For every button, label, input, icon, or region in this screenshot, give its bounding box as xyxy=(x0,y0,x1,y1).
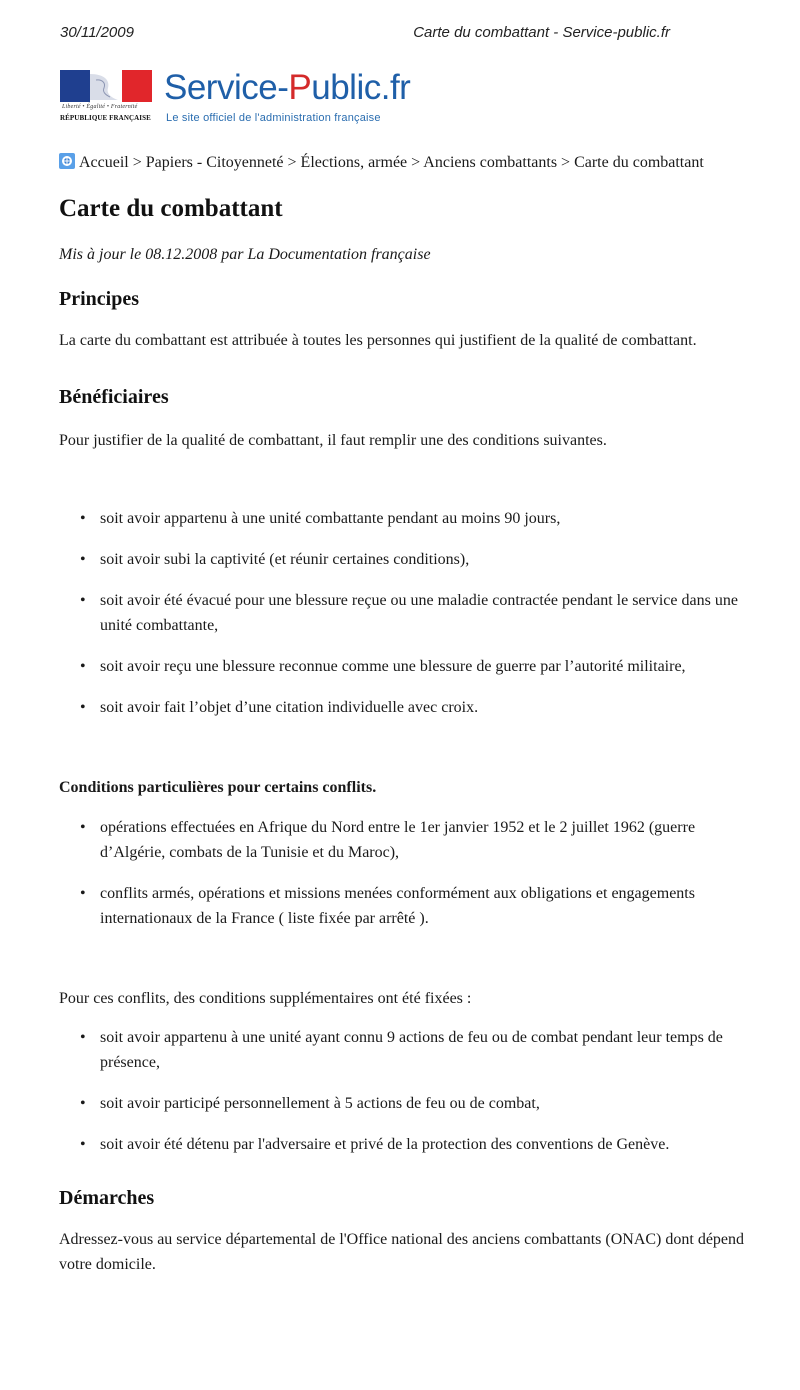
site-name xyxy=(164,68,410,108)
breadcrumb[interactable] xyxy=(59,150,759,175)
list-item: • soit avoir été évacué pour une blessure reçue ou une maladie contractée pendant le service dans une unité combattante, xyxy=(100,588,759,638)
breadcrumb-text[interactable]: Accueil > Papiers - Citoyenneté > Élections, armée > Anciens combattants > Carte du combattant xyxy=(79,154,704,171)
print-date: 30/11/2009 xyxy=(60,24,134,41)
list-item: • conflits armés, opérations et missions menées conformément aux obligations et engagements internationaux de la France ( liste fixée par arrêté ). xyxy=(100,881,759,931)
section-heading-principes: Principes xyxy=(59,288,139,310)
marianne-logo xyxy=(60,70,152,126)
section-heading-beneficiaires: Bénéficiaires xyxy=(59,386,169,408)
update-info: Mis à jour le 08.12.2008 par La Documentation française xyxy=(59,246,431,263)
site-logo[interactable] xyxy=(60,70,420,130)
page-title: Carte du combattant xyxy=(59,195,283,222)
beneficiaires-list xyxy=(59,506,759,720)
principes-text: La carte du combattant est attribuée à toutes les personnes qui justifient de la qualité de combattant. xyxy=(59,332,697,349)
list-item: • soit avoir subi la captivité (et réunir certaines conditions), xyxy=(100,547,759,572)
site-tagline: Le site officiel de l'administration française xyxy=(166,112,381,124)
conditions-heading: Conditions particulières pour certains conflits. xyxy=(59,779,377,796)
print-page-title: Carte du combattant - Service-public.fr xyxy=(413,24,670,41)
print-header xyxy=(60,20,670,44)
section-heading-demarches: Démarches xyxy=(59,1187,155,1209)
list-item: • soit avoir reçu une blessure reconnue comme une blessure de guerre par l’autorité militaire, xyxy=(100,654,759,679)
conditions-intro2: Pour ces conflits, des conditions supplémentaires ont été fixées : xyxy=(59,990,472,1007)
list-item: • soit avoir fait l’objet d’une citation individuelle avec croix. xyxy=(100,695,759,720)
republic-motto: Liberté • Égalité • Fraternité xyxy=(62,104,138,110)
site-name-part-2: P xyxy=(288,68,312,107)
beneficiaires-intro: Pour justifier de la qualité de combattant, il faut remplir une des conditions suivantes. xyxy=(59,432,607,449)
home-globe-icon[interactable] xyxy=(59,153,75,169)
site-name-part-1: Service- xyxy=(164,68,289,107)
conditions-list xyxy=(59,815,759,931)
marianne-flag-icon xyxy=(60,70,152,102)
republique-francaise-label: RÉPUBLIQUE FRANÇAISE xyxy=(60,114,151,122)
list-item: • soit avoir appartenu à une unité ayant connu 9 actions de feu ou de combat pendant leur temps de présence, xyxy=(100,1025,759,1075)
list-item: • soit avoir appartenu à une unité combattante pendant au moins 90 jours, xyxy=(100,506,759,531)
list-item: • soit avoir participé personnellement à 5 actions de feu ou de combat, xyxy=(100,1091,759,1116)
main-content xyxy=(59,150,759,1277)
list-item: • soit avoir été détenu par l'adversaire et privé de la protection des conventions de Genève. xyxy=(100,1132,759,1157)
site-name-part-3: ublic.fr xyxy=(311,68,411,107)
list-item: • opérations effectuées en Afrique du Nord entre le 1er janvier 1952 et le 2 juillet 1962 (guerre d’Algérie, combats de la Tunisie et du Maroc), xyxy=(100,815,759,865)
conditions-extra-list xyxy=(59,1025,759,1157)
demarches-text: Adressez-vous au service départemental de l'Office national des anciens combattants (ONAC) dont dépend votre domicile. xyxy=(59,1231,745,1273)
